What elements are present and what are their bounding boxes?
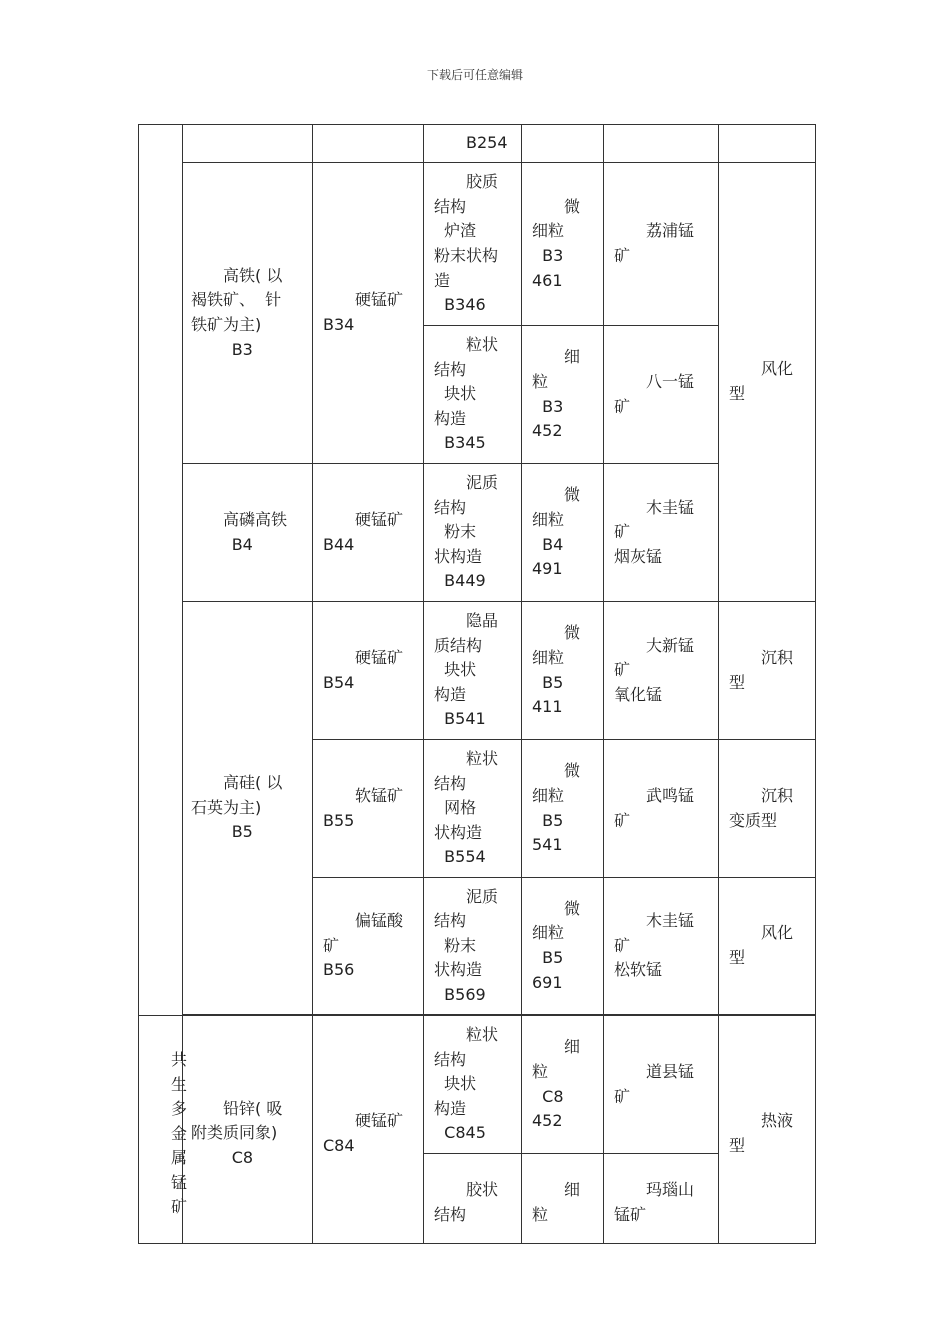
table-row xyxy=(139,125,816,163)
genesis-cell: 沉积 型 xyxy=(719,602,816,740)
texture-cell: 粒状 结构 块状 构造 C845 xyxy=(424,1016,522,1154)
grain-cell: 微 细粒 B5 691 xyxy=(522,878,604,1015)
deposit-cell: 八一锰 矿 xyxy=(604,326,719,464)
genesis-cell: 热液 型 xyxy=(719,1016,816,1244)
ore-class-cell: 铅锌( 吸 附类质同象) C8 xyxy=(183,1016,313,1244)
mineral-cell: 硬锰矿 B54 xyxy=(313,602,424,740)
texture-cell: 泥质 结构 粉末 状构造 B569 xyxy=(424,878,522,1015)
mineral-cell: 硬锰矿 C84 xyxy=(313,1016,424,1244)
grain-cell: 细 粒 xyxy=(522,1154,604,1244)
grain-cell: 细 粒 C8 452 xyxy=(522,1016,604,1154)
deposit-cell: 大新锰 矿 氧化锰 xyxy=(604,602,719,740)
ore-class-cell: 高磷高铁 B4 xyxy=(183,464,313,602)
texture-cell: 隐晶 质结构 块状 构造 B541 xyxy=(424,602,522,740)
ore-class-cell-empty xyxy=(183,125,313,163)
mineral-cell: 硬锰矿 B34 xyxy=(313,163,424,464)
texture-cell: 泥质 结构 粉末 状构造 B449 xyxy=(424,464,522,602)
ore-classification-table xyxy=(138,124,816,1244)
ore-class-cell: 高铁( 以 褐铁矿、 针 铁矿为主) B3 xyxy=(183,163,313,464)
texture-cell: 粒状 结构 块状 构造 B345 xyxy=(424,326,522,464)
genesis-cell: 风化 型 xyxy=(719,163,816,602)
texture-cell: 胶状 结构 xyxy=(424,1154,522,1244)
table-row xyxy=(139,464,816,602)
genesis-cell: 沉积 变质型 xyxy=(719,740,816,878)
texture-cell: 粒状 结构 网格 状构造 B554 xyxy=(424,740,522,878)
genesis-cell-empty xyxy=(719,125,816,163)
category-cell-continued xyxy=(139,125,183,1016)
deposit-cell: 木圭锰 矿 烟灰锰 xyxy=(604,464,719,602)
mineral-cell: 偏锰酸 矿 B56 xyxy=(313,878,424,1015)
texture-cell: 胶质 结构 炉渣 粉末状构 造 B346 xyxy=(424,163,522,326)
grain-cell: 微 细粒 B5 411 xyxy=(522,602,604,740)
deposit-cell: 道县锰 矿 xyxy=(604,1016,719,1154)
grain-cell: 细 粒 B3 452 xyxy=(522,326,604,464)
grain-cell: 微 细粒 B5 541 xyxy=(522,740,604,878)
table-row xyxy=(139,602,816,740)
deposit-cell: 玛瑙山 锰矿 xyxy=(604,1154,719,1244)
deposit-cell: 荔浦锰 矿 xyxy=(604,163,719,326)
ore-classification-table-wrapper xyxy=(138,124,811,1224)
texture-cell: B254 xyxy=(424,125,522,163)
mineral-cell-empty xyxy=(313,125,424,163)
table-row xyxy=(139,163,816,326)
grain-cell: 微 细粒 B3 461 xyxy=(522,163,604,326)
mineral-cell: 硬锰矿 B44 xyxy=(313,464,424,602)
page-header: 下载后可任意编辑 xyxy=(426,68,523,82)
deposit-cell: 木圭锰 矿 松软锰 xyxy=(604,878,719,1015)
grain-cell: 微 细粒 B4 491 xyxy=(522,464,604,602)
ore-class-cell: 高硅( 以 石英为主) B5 xyxy=(183,602,313,1015)
deposit-cell: 武鸣锰 矿 xyxy=(604,740,719,878)
genesis-cell: 风化 型 xyxy=(719,878,816,1015)
deposit-cell-empty xyxy=(604,125,719,163)
mineral-cell: 软锰矿 B55 xyxy=(313,740,424,878)
table-row xyxy=(139,1016,816,1154)
grain-cell-empty xyxy=(522,125,604,163)
group-cell: 共生多金属锰矿 xyxy=(139,1016,183,1244)
